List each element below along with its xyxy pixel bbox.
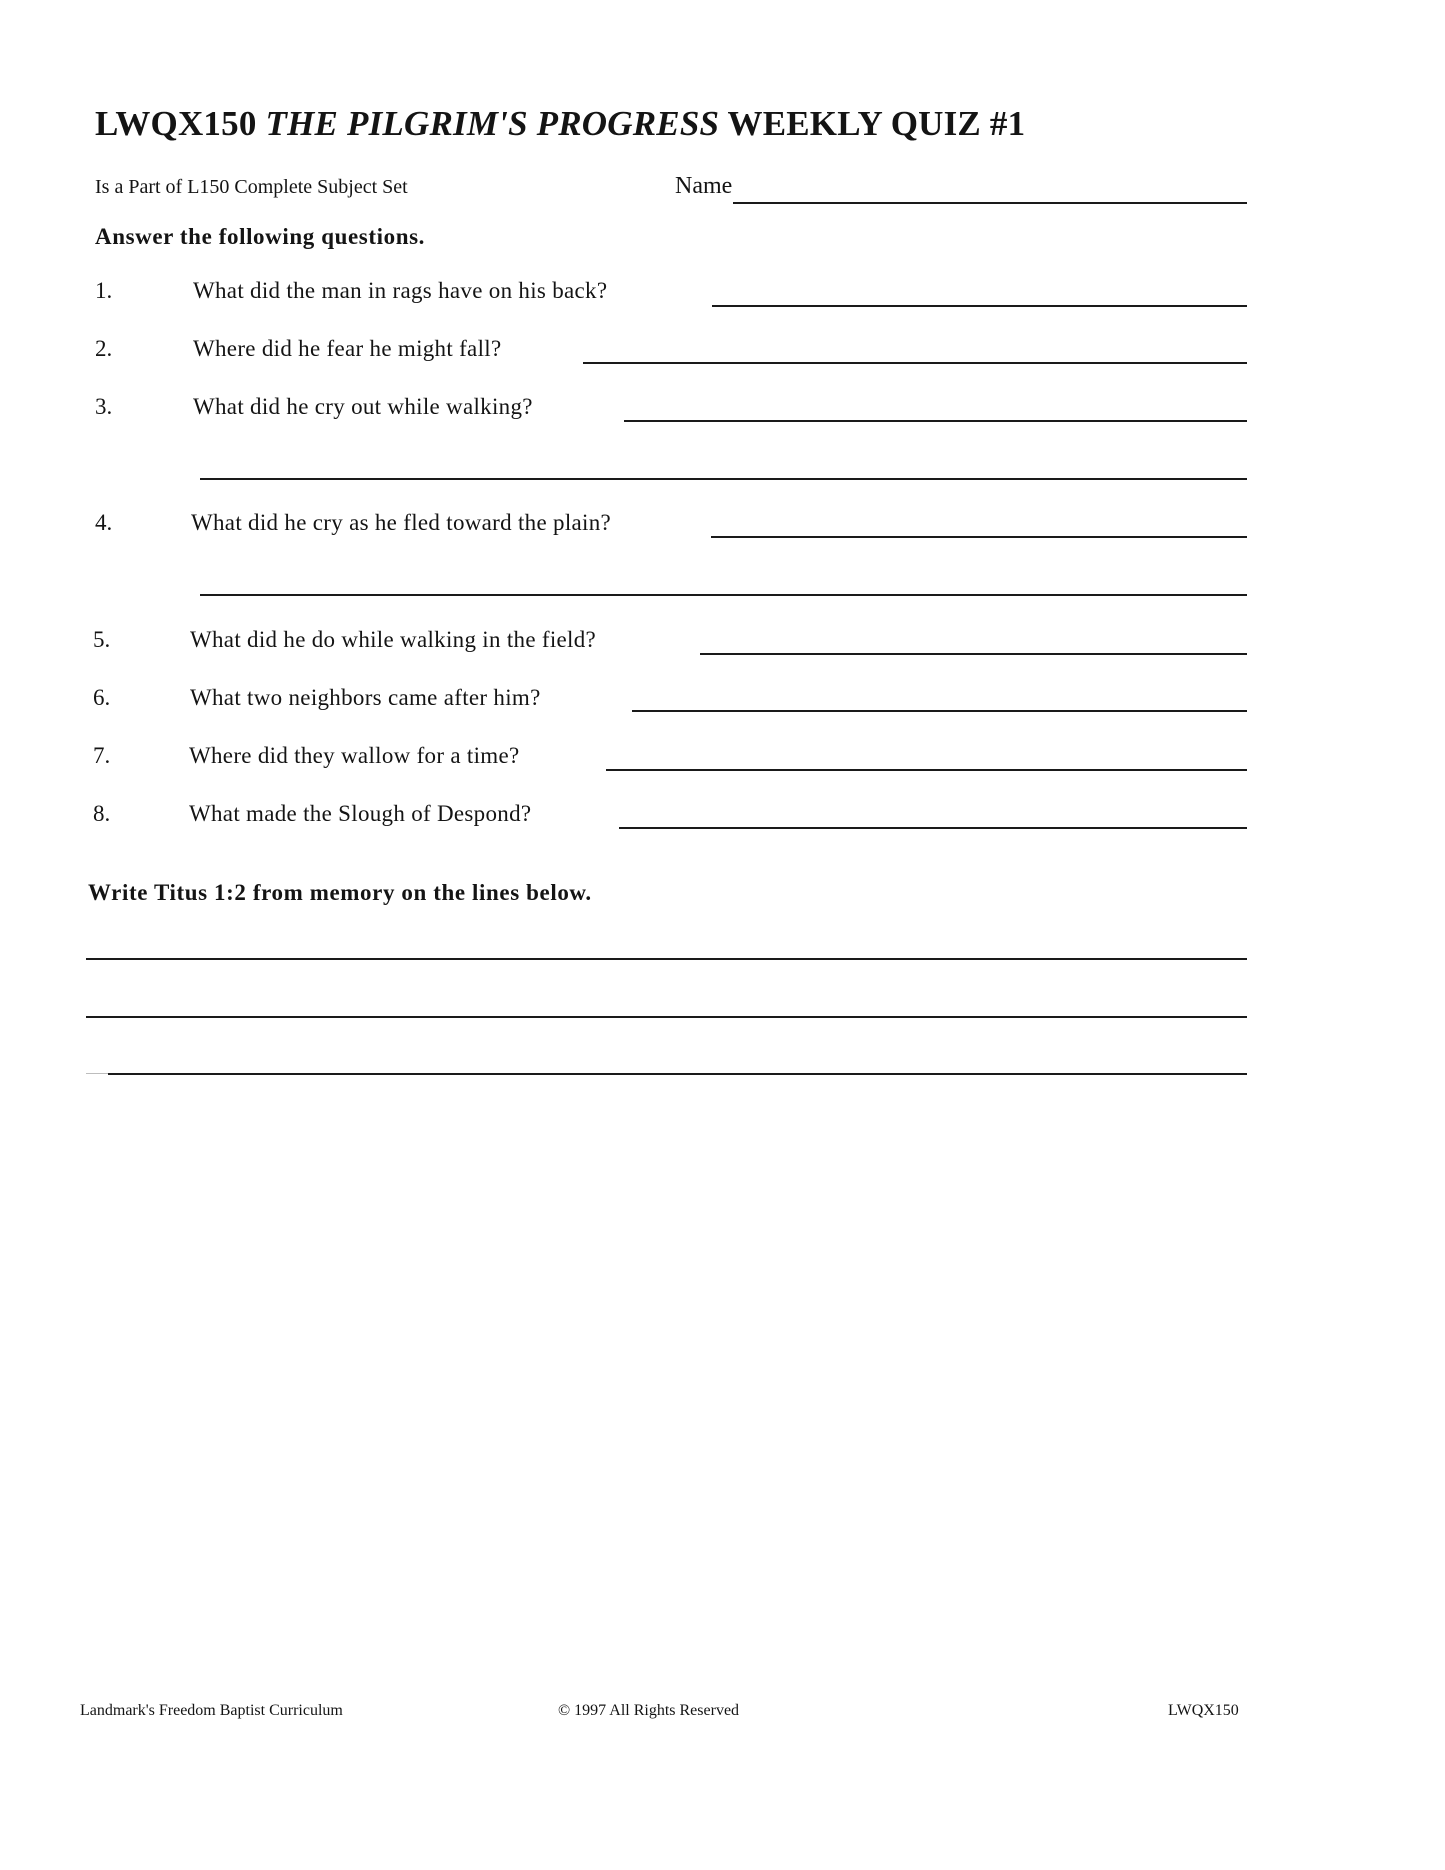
answer-line xyxy=(619,827,1247,829)
memory-line-field[interactable] xyxy=(110,1045,1244,1073)
answer-continuation-line xyxy=(200,478,1247,480)
question-number: 8. xyxy=(93,801,111,826)
name-label: Name xyxy=(675,173,733,199)
answer-line xyxy=(583,362,1247,364)
answer-field[interactable] xyxy=(610,741,1244,769)
question-text: What did the man in rags have on his back? xyxy=(193,278,608,303)
question-number: 3. xyxy=(95,394,113,419)
question-text: What two neighbors came after him? xyxy=(190,685,541,710)
memory-verse-heading: Write Titus 1:2 from memory on the lines below. xyxy=(88,880,592,905)
question-number: 5. xyxy=(93,627,111,652)
answer-field[interactable] xyxy=(704,625,1244,653)
answer-line xyxy=(632,710,1247,712)
memory-line-field[interactable] xyxy=(90,930,1244,958)
question-text: What did he do while walking in the field? xyxy=(190,627,597,652)
answer-continuation-field[interactable] xyxy=(204,450,1244,478)
question-text: What did he cry out while walking? xyxy=(193,394,533,419)
memory-line xyxy=(86,1016,1247,1018)
question-number: 6. xyxy=(93,685,111,710)
memory-line xyxy=(86,958,1247,960)
memory-line-field[interactable] xyxy=(90,988,1244,1016)
answer-line xyxy=(606,769,1247,771)
answer-line xyxy=(624,420,1247,422)
question-number: 2. xyxy=(95,336,113,361)
question-text: What did he cry as he fled toward the plain? xyxy=(191,510,612,535)
answer-field[interactable] xyxy=(628,392,1244,420)
footer-copyright: © 1997 All Rights Reserved xyxy=(558,1702,740,1719)
answer-line xyxy=(711,536,1247,538)
page-title xyxy=(95,104,1025,144)
question-number: 1. xyxy=(95,278,113,303)
question-text: Where did they wallow for a time? xyxy=(189,743,520,768)
book-title: THE PILGRIM'S PROGRESS xyxy=(265,104,720,143)
name-field[interactable] xyxy=(737,174,1245,202)
answer-field[interactable] xyxy=(636,682,1244,710)
answer-field[interactable] xyxy=(715,508,1244,536)
answer-line xyxy=(712,305,1247,307)
answer-line xyxy=(700,653,1247,655)
question-text: Where did he fear he might fall? xyxy=(193,336,502,361)
memory-line-faint-lead xyxy=(86,1073,108,1074)
question-text: What made the Slough of Despond? xyxy=(189,801,532,826)
quiz-label: WEEKLY QUIZ #1 xyxy=(727,104,1026,143)
question-number: 4. xyxy=(95,510,113,535)
name-line xyxy=(733,202,1247,204)
footer-code: LWQX150 xyxy=(1168,1702,1239,1719)
answer-continuation-field[interactable] xyxy=(204,566,1244,594)
answer-field[interactable] xyxy=(623,799,1244,827)
answer-field[interactable] xyxy=(716,277,1244,305)
instructions-heading: Answer the following questions. xyxy=(95,224,425,249)
footer-publisher: Landmark's Freedom Baptist Curriculum xyxy=(80,1702,343,1719)
quiz-code: LWQX150 xyxy=(95,104,257,143)
question-number: 7. xyxy=(93,743,111,768)
answer-continuation-line xyxy=(200,594,1247,596)
memory-line xyxy=(108,1073,1247,1075)
subtitle: Is a Part of L150 Complete Subject Set xyxy=(95,176,408,198)
answer-field[interactable] xyxy=(587,334,1244,362)
